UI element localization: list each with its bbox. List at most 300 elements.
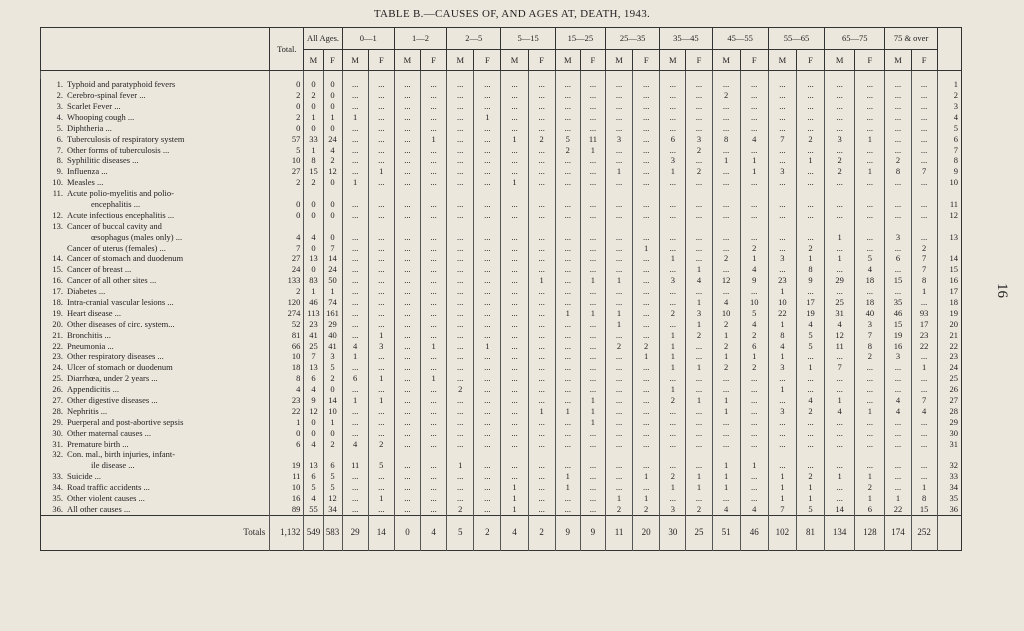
row-index: 23 <box>937 351 961 362</box>
value-cell: ... <box>768 144 796 155</box>
value-cell: ... <box>911 79 937 90</box>
value-cell: 2 <box>740 242 768 253</box>
value-cell: 3 <box>660 275 686 286</box>
value-cell: ... <box>501 90 528 101</box>
row-number: 5. <box>56 122 63 133</box>
value-cell: 1 <box>555 308 580 319</box>
row-index: 22 <box>937 340 961 351</box>
value-cell: ... <box>368 384 394 395</box>
value-cell: 1 <box>768 351 796 362</box>
value-cell: ... <box>580 264 605 275</box>
value-cell: ... <box>768 101 796 112</box>
value-cell: ... <box>528 112 555 123</box>
value-cell: 9 <box>796 275 824 286</box>
value-cell: ... <box>421 264 447 275</box>
total-value: 9 <box>555 515 580 550</box>
value-cell: ... <box>911 144 937 155</box>
value-cell: ... <box>855 123 885 134</box>
value-cell: ... <box>342 329 368 340</box>
row-number: 10. <box>52 177 63 188</box>
value-cell: ... <box>885 177 911 188</box>
cause-name: Cancer of buccal cavity and <box>67 220 162 231</box>
cause-cell <box>41 199 270 210</box>
value-cell: ... <box>885 373 911 384</box>
value-cell: 0 <box>323 210 342 221</box>
value-cell: ... <box>528 231 555 242</box>
value-cell: ... <box>796 79 824 90</box>
row-number: 22. <box>52 340 63 351</box>
value-cell: 1 <box>304 144 323 155</box>
value-cell: ... <box>796 199 824 210</box>
total-cell: 81 <box>270 329 304 340</box>
row-index: 33 <box>937 471 961 482</box>
value-cell: 19 <box>796 308 824 319</box>
value-cell: ... <box>447 199 474 210</box>
value-cell: ... <box>660 493 686 504</box>
value-cell: ... <box>555 275 580 286</box>
value-cell: ... <box>768 417 796 428</box>
value-cell: ... <box>394 123 420 134</box>
value-cell: ... <box>768 460 796 471</box>
value-cell <box>605 188 632 199</box>
total-cell <box>270 188 304 199</box>
value-cell: ... <box>342 199 368 210</box>
row-index: 10 <box>937 177 961 188</box>
table-row <box>41 253 962 264</box>
row-number: 31. <box>52 438 63 449</box>
value-cell: ... <box>447 395 474 406</box>
value-cell: ... <box>394 471 420 482</box>
value-cell: ... <box>605 144 632 155</box>
value-cell: ... <box>394 286 420 297</box>
value-cell: ... <box>686 417 712 428</box>
value-cell: 0 <box>304 428 323 439</box>
value-cell: 1 <box>825 253 855 264</box>
value-cell: ... <box>421 90 447 101</box>
value-cell: ... <box>528 482 555 493</box>
value-cell: ... <box>447 253 474 264</box>
value-cell: 4 <box>885 406 911 417</box>
value-cell: 25 <box>304 340 323 351</box>
cause-cell <box>41 275 270 286</box>
value-cell: ... <box>885 90 911 101</box>
spacer-cell <box>740 71 768 80</box>
value-cell: ... <box>421 471 447 482</box>
total-value: 9 <box>580 515 605 550</box>
value-cell: 1 <box>633 493 660 504</box>
value-cell: 1 <box>740 460 768 471</box>
value-cell: ... <box>501 264 528 275</box>
value-cell: 7 <box>855 329 885 340</box>
value-cell: 1 <box>580 275 605 286</box>
value-cell: ... <box>421 384 447 395</box>
value-cell: 1 <box>342 351 368 362</box>
value-cell: ... <box>855 112 885 123</box>
value-cell: ... <box>474 166 501 177</box>
value-cell: ... <box>580 210 605 221</box>
value-cell <box>421 188 447 199</box>
value-cell: ... <box>768 155 796 166</box>
total-value: 81 <box>796 515 824 550</box>
value-cell: 0 <box>304 264 323 275</box>
value-cell: ... <box>394 406 420 417</box>
value-cell: 1 <box>796 155 824 166</box>
value-cell: 4 <box>855 264 885 275</box>
value-cell: ... <box>555 264 580 275</box>
value-cell: 8 <box>911 493 937 504</box>
value-cell: 4 <box>304 438 323 449</box>
value-cell: ... <box>712 384 740 395</box>
value-cell: ... <box>528 253 555 264</box>
value-cell: 15 <box>911 504 937 515</box>
value-cell: ... <box>605 253 632 264</box>
row-index: 20 <box>937 319 961 330</box>
page-number: 16 <box>994 283 1010 298</box>
value-cell: 11 <box>580 133 605 144</box>
row-number: 4. <box>56 111 63 122</box>
value-cell <box>304 449 323 460</box>
cause-name: Diarrhœa, under 2 years ... <box>67 373 158 384</box>
cause-name: Con. mal., birth injuries, infant- <box>67 449 176 460</box>
value-cell: 1 <box>421 133 447 144</box>
total-cell: 5 <box>270 144 304 155</box>
cause-cell <box>41 482 270 493</box>
total-cell: 19 <box>270 460 304 471</box>
total-header: Total. <box>270 28 304 71</box>
value-cell: ... <box>712 166 740 177</box>
cause-name: Cerebro-spinal fever ... <box>67 90 146 101</box>
value-cell: ... <box>911 297 937 308</box>
value-cell: 0 <box>304 123 323 134</box>
cause-cell <box>41 286 270 297</box>
value-cell: ... <box>474 406 501 417</box>
row-number: 20. <box>52 318 63 329</box>
value-cell: ... <box>855 101 885 112</box>
value-cell: ... <box>580 362 605 373</box>
value-cell <box>501 188 528 199</box>
value-cell: ... <box>501 242 528 253</box>
value-cell: ... <box>421 210 447 221</box>
value-cell: ... <box>911 199 937 210</box>
value-cell: 2 <box>686 144 712 155</box>
value-cell: ... <box>474 231 501 242</box>
value-cell: ... <box>474 308 501 319</box>
total-cell: 10 <box>270 155 304 166</box>
value-cell: ... <box>474 384 501 395</box>
value-cell: ... <box>501 155 528 166</box>
value-cell: ... <box>421 308 447 319</box>
row-number: 26. <box>52 384 63 395</box>
value-cell: 1 <box>885 493 911 504</box>
value-cell: ... <box>501 373 528 384</box>
spacer-cell <box>528 71 555 80</box>
value-cell: ... <box>825 438 855 449</box>
value-cell: ... <box>855 428 885 439</box>
value-cell: ... <box>528 166 555 177</box>
value-cell <box>633 188 660 199</box>
value-cell: 5 <box>304 482 323 493</box>
value-cell <box>394 188 420 199</box>
female-header: F <box>686 50 712 71</box>
value-cell <box>605 221 632 232</box>
cause-cell <box>41 329 270 340</box>
value-cell: ... <box>633 166 660 177</box>
causes-of-death-table <box>40 27 962 551</box>
value-cell: ... <box>342 210 368 221</box>
value-cell: 2 <box>660 471 686 482</box>
value-cell: ... <box>580 438 605 449</box>
value-cell: ... <box>911 101 937 112</box>
cause-name: Cancer of uterus (females) ... <box>67 242 166 253</box>
value-cell: ... <box>825 199 855 210</box>
value-cell: 1 <box>605 308 632 319</box>
value-cell <box>580 221 605 232</box>
value-cell: ... <box>555 329 580 340</box>
value-cell: ... <box>825 210 855 221</box>
spacer-cell <box>580 71 605 80</box>
total-cell: 0 <box>270 199 304 210</box>
total-cell: 133 <box>270 275 304 286</box>
value-cell: ... <box>342 79 368 90</box>
value-cell: 1 <box>796 493 824 504</box>
row-index: 15 <box>937 264 961 275</box>
value-cell: ... <box>368 199 394 210</box>
value-cell: 1 <box>304 286 323 297</box>
value-cell <box>740 188 768 199</box>
value-cell: 1 <box>633 351 660 362</box>
value-cell: ... <box>825 417 855 428</box>
value-cell <box>304 188 323 199</box>
row-number: 32. <box>52 449 63 460</box>
value-cell: 1 <box>855 133 885 144</box>
value-cell: ... <box>342 101 368 112</box>
value-cell <box>660 449 686 460</box>
value-cell: ... <box>447 493 474 504</box>
value-cell: ... <box>501 253 528 264</box>
value-cell: ... <box>474 428 501 439</box>
value-cell <box>686 188 712 199</box>
value-cell: 2 <box>796 406 824 417</box>
row-index: 30 <box>937 428 961 439</box>
value-cell: ... <box>768 395 796 406</box>
value-cell: ... <box>911 351 937 362</box>
value-cell: ... <box>855 373 885 384</box>
value-cell: 1 <box>712 351 740 362</box>
total-value: 0 <box>394 515 420 550</box>
value-cell: ... <box>447 438 474 449</box>
value-cell: 8 <box>768 329 796 340</box>
value-cell: 4 <box>304 231 323 242</box>
value-cell: ... <box>660 199 686 210</box>
value-cell: 3 <box>768 166 796 177</box>
value-cell: ... <box>768 123 796 134</box>
value-cell: ... <box>633 101 660 112</box>
value-cell: 2 <box>686 504 712 515</box>
row-index: 1 <box>937 79 961 90</box>
value-cell: 22 <box>768 308 796 319</box>
value-cell: ... <box>740 144 768 155</box>
row-index: 6 <box>937 133 961 144</box>
value-cell: ... <box>660 210 686 221</box>
value-cell: ... <box>660 101 686 112</box>
value-cell: 50 <box>323 275 342 286</box>
value-cell: 1 <box>796 482 824 493</box>
value-cell: ... <box>528 264 555 275</box>
female-header: F <box>855 50 885 71</box>
value-cell: ... <box>394 438 420 449</box>
cause-cell <box>41 144 270 155</box>
value-cell: ... <box>368 297 394 308</box>
value-cell <box>501 449 528 460</box>
value-cell: ... <box>740 123 768 134</box>
spacer-cell <box>686 71 712 80</box>
value-cell: ... <box>447 177 474 188</box>
value-cell: 7 <box>768 133 796 144</box>
value-cell: ... <box>768 438 796 449</box>
value-cell: ... <box>633 177 660 188</box>
value-cell: ... <box>605 286 632 297</box>
cause-name: Syphilitic diseases ... <box>67 155 139 166</box>
total-value: 46 <box>740 515 768 550</box>
cause-name: Pneumonia ... <box>67 340 114 351</box>
value-cell: ... <box>528 493 555 504</box>
value-cell: ... <box>501 438 528 449</box>
value-cell: 7 <box>911 395 937 406</box>
value-cell: ... <box>855 79 885 90</box>
value-cell: ... <box>740 112 768 123</box>
value-cell <box>474 449 501 460</box>
value-cell: ... <box>394 373 420 384</box>
value-cell: 3 <box>768 362 796 373</box>
value-cell: ... <box>796 112 824 123</box>
value-cell <box>580 188 605 199</box>
value-cell: ... <box>474 297 501 308</box>
value-cell: 0 <box>323 123 342 134</box>
value-cell <box>421 221 447 232</box>
value-cell <box>501 221 528 232</box>
spacer-cell <box>605 71 632 80</box>
value-cell: 2 <box>796 242 824 253</box>
value-cell: 2 <box>885 155 911 166</box>
value-cell: 1 <box>660 166 686 177</box>
value-cell: ... <box>555 351 580 362</box>
total-cell: 89 <box>270 504 304 515</box>
table-row <box>41 231 962 242</box>
value-cell: ... <box>555 123 580 134</box>
value-cell: ... <box>605 395 632 406</box>
value-cell: ... <box>911 112 937 123</box>
value-cell: 2 <box>825 166 855 177</box>
cause-name: Premature birth ... <box>67 438 129 449</box>
value-cell: ... <box>825 384 855 395</box>
cause-name: Acute infectious encephalitis ... <box>67 209 175 220</box>
value-cell: 7 <box>304 351 323 362</box>
value-cell <box>447 188 474 199</box>
cause-name: Influenza ... <box>67 166 108 177</box>
value-cell: ... <box>555 438 580 449</box>
row-number: 7. <box>56 144 63 155</box>
value-cell: ... <box>911 210 937 221</box>
value-cell: ... <box>825 493 855 504</box>
value-cell: ... <box>633 482 660 493</box>
value-cell: ... <box>740 286 768 297</box>
value-cell: 3 <box>686 133 712 144</box>
spacer-cell <box>323 71 342 80</box>
value-cell: ... <box>528 340 555 351</box>
value-cell: ... <box>580 242 605 253</box>
spacer-cell <box>885 71 911 80</box>
value-cell: ... <box>796 460 824 471</box>
row-number: 1. <box>56 79 63 90</box>
value-cell: ... <box>740 231 768 242</box>
value-cell: ... <box>342 133 368 144</box>
value-cell: ... <box>605 351 632 362</box>
value-cell: 1 <box>855 166 885 177</box>
value-cell: ... <box>394 231 420 242</box>
value-cell: ... <box>421 275 447 286</box>
cause-cell <box>41 112 270 123</box>
value-cell: ... <box>342 504 368 515</box>
total-value: 5 <box>447 515 474 550</box>
value-cell: ... <box>528 242 555 253</box>
spacer-row <box>41 71 962 80</box>
value-cell: 1 <box>686 482 712 493</box>
value-cell: 5 <box>855 253 885 264</box>
table-row <box>41 395 962 406</box>
spacer-cell <box>501 71 528 80</box>
value-cell: ... <box>501 460 528 471</box>
value-cell: 10 <box>712 308 740 319</box>
cause-cell <box>41 428 270 439</box>
spacer-cell <box>447 71 474 80</box>
value-cell: 2 <box>712 340 740 351</box>
row-number: 16. <box>52 275 63 286</box>
value-cell: ... <box>825 264 855 275</box>
value-cell <box>323 449 342 460</box>
spacer-cell <box>368 71 394 80</box>
value-cell: ... <box>447 79 474 90</box>
value-cell: ... <box>855 90 885 101</box>
value-cell: ... <box>394 308 420 319</box>
value-cell <box>825 221 855 232</box>
value-cell: 2 <box>686 166 712 177</box>
value-cell: 5 <box>368 460 394 471</box>
value-cell: ... <box>342 384 368 395</box>
value-cell: 0 <box>323 101 342 112</box>
value-cell: ... <box>474 373 501 384</box>
value-cell: ... <box>633 133 660 144</box>
value-cell: 5 <box>796 329 824 340</box>
value-cell: ... <box>501 428 528 439</box>
value-cell: ... <box>501 123 528 134</box>
value-cell: ... <box>885 417 911 428</box>
row-index: 31 <box>937 438 961 449</box>
value-cell: ... <box>580 340 605 351</box>
value-cell: ... <box>855 155 885 166</box>
male-header: M <box>342 50 368 71</box>
value-cell: ... <box>501 384 528 395</box>
value-cell: ... <box>394 253 420 264</box>
value-cell: ... <box>580 373 605 384</box>
value-cell: 1 <box>712 155 740 166</box>
spacer-cell <box>796 71 824 80</box>
value-cell: 2 <box>633 340 660 351</box>
value-cell: 7 <box>911 253 937 264</box>
value-cell: ... <box>555 460 580 471</box>
value-cell: ... <box>796 438 824 449</box>
value-cell: 1 <box>605 493 632 504</box>
value-cell: ... <box>740 428 768 439</box>
